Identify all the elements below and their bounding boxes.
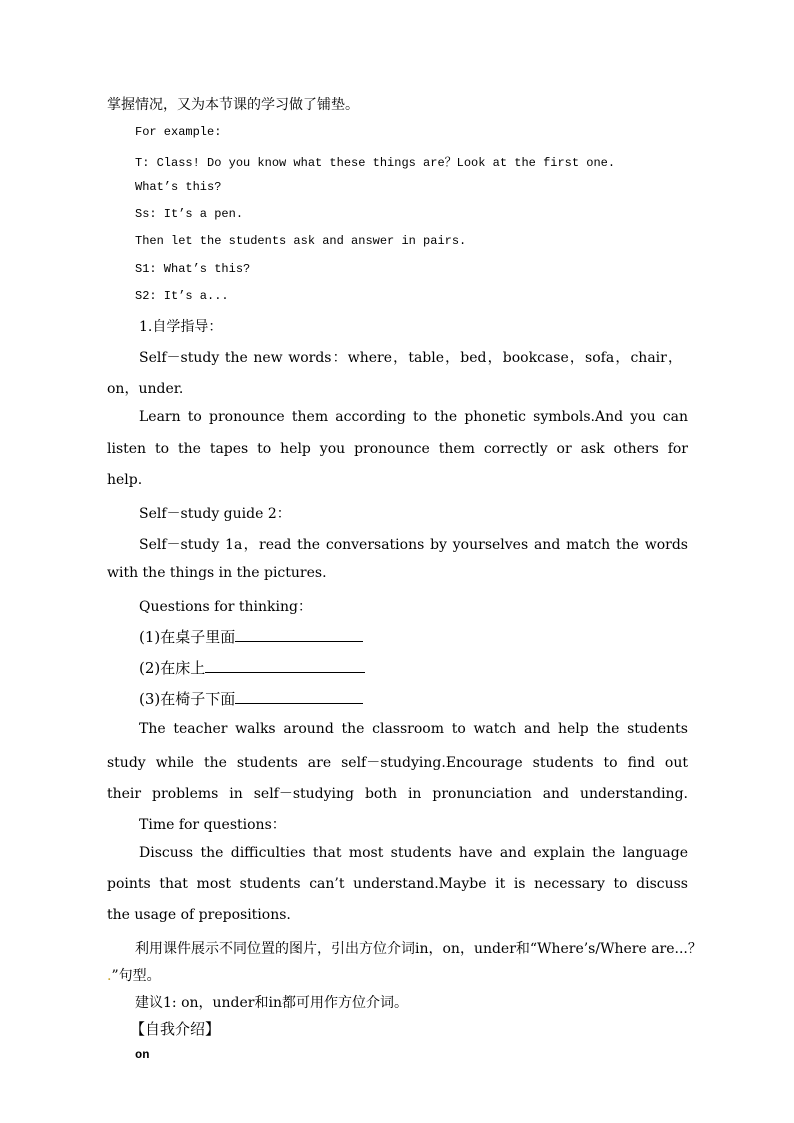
dialogue-line: Ss: It’s a pen. xyxy=(135,207,244,221)
paragraph-line: with the things in the pictures. xyxy=(107,565,327,581)
paragraph-line: on xyxy=(135,1048,150,1062)
question-text: (3)在椅子下面 xyxy=(139,690,236,708)
paragraph-line: 建议1: on，under和in都可用作方位介词。 xyxy=(135,995,408,1011)
answer-blank xyxy=(205,658,365,673)
dialogue-line: For example: xyxy=(135,125,222,139)
dialogue-line: T: Class! Do you know what these things are？Look at the first one. xyxy=(135,156,616,170)
paragraph-line: on，under. xyxy=(107,381,184,397)
paragraph-line: Learn to pronounce them according to the phonetic symbols.And you can xyxy=(139,409,688,425)
question-item xyxy=(139,626,363,647)
paragraph-line: their problems in self－studying both in pronunciation and understanding. xyxy=(107,786,688,802)
question-text: (1)在桌子里面 xyxy=(139,628,236,646)
paragraph-line: help. xyxy=(107,472,143,488)
answer-blank xyxy=(235,627,363,642)
paragraph-line: Self－study guide 2： xyxy=(139,506,291,522)
highlight-mark: . xyxy=(107,968,112,984)
paragraph-line: Questions for thinking： xyxy=(139,599,312,615)
paragraph-line: Time for questions： xyxy=(139,817,286,833)
paragraph-line: listen to the tapes to help you pronounce them correctly or ask others for xyxy=(107,441,688,457)
paragraph-text: ”句型。 xyxy=(111,968,161,984)
dialogue-line: S2: It’s a... xyxy=(135,289,229,303)
paragraph-line: Discuss the difficulties that most students have and explain the language xyxy=(139,845,688,861)
paragraph-line: Self－study the new words：where，table，bed，bookcase，sofa，chair， xyxy=(139,350,682,366)
paragraph-line: Self－study 1a，read the conversations by yourselves and match the words xyxy=(139,537,688,553)
paragraph-line: the usage of prepositions. xyxy=(107,907,291,923)
section-heading: 1.自学指导： xyxy=(139,319,223,335)
paragraph-line: points that most students can’t understand.Maybe it is necessary to discuss xyxy=(107,876,688,892)
question-item xyxy=(139,688,363,709)
paragraph-line: 掌握情况，又为本节课的学习做了铺垫。 xyxy=(107,97,359,113)
section-heading: 【自我介绍】 xyxy=(130,1020,221,1038)
dialogue-line: Then let the students ask and answer in pairs. xyxy=(135,234,467,248)
paragraph-line: The teacher walks around the classroom to watch and help the students xyxy=(139,721,688,737)
paragraph-line xyxy=(107,965,161,985)
question-item xyxy=(139,657,365,678)
dialogue-line: What’s this? xyxy=(135,180,222,194)
answer-blank xyxy=(235,689,363,704)
paragraph-line: study while the students are self－studying.Encourage students to find out xyxy=(107,755,688,771)
dialogue-line: S1: What’s this? xyxy=(135,262,251,276)
paragraph-line: 利用课件展示不同位置的图片，引出方位介词in，on，under和“Where’s/Where are...？ xyxy=(135,941,702,957)
question-text: (2)在床上 xyxy=(139,659,206,677)
